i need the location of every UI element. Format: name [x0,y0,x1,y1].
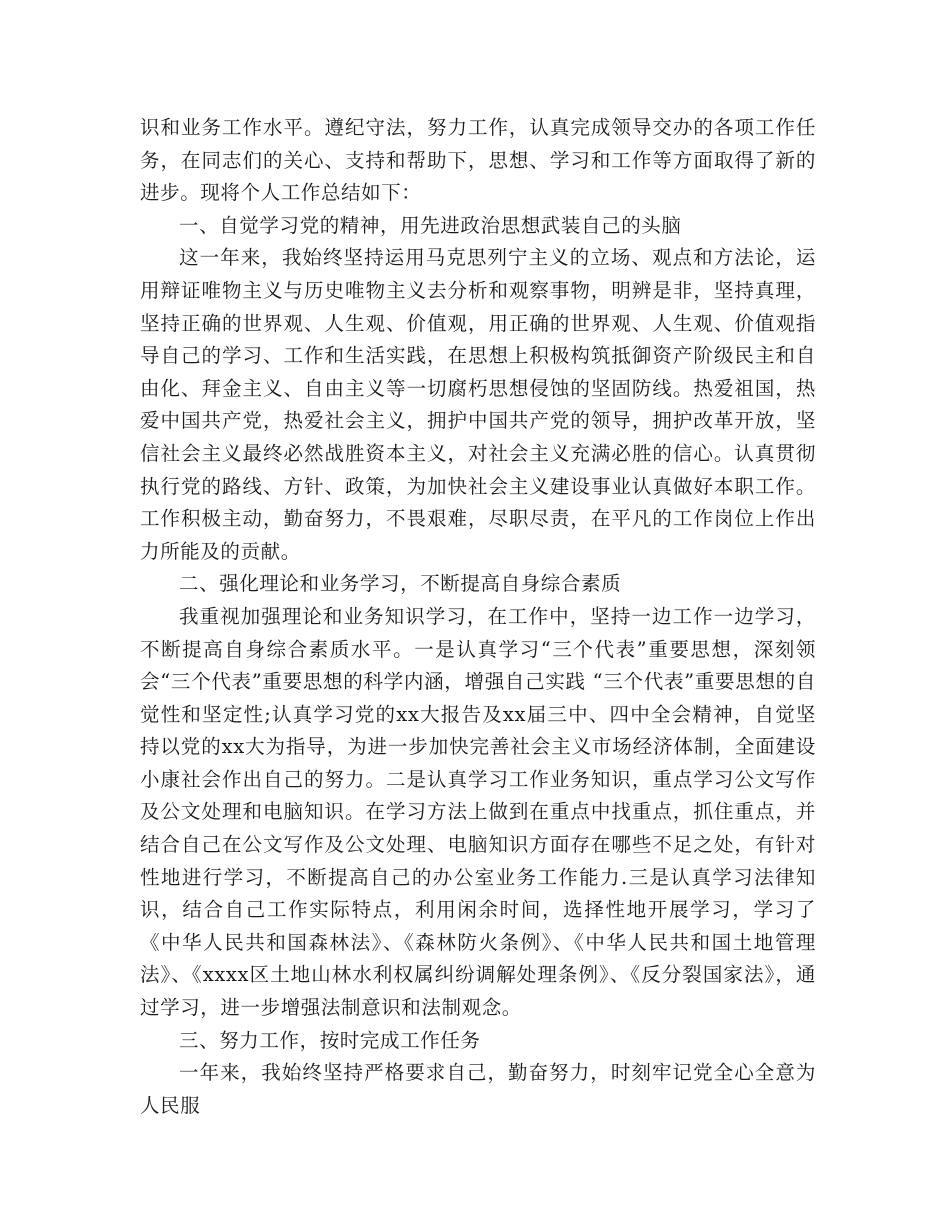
paragraph-continued: 识和业务工作水平。遵纪守法，努力工作，认真完成领导交办的各项工作任务，在同志们的关心、支持和帮助下，思想、学习和工作等方面取得了新的进步。现将个人工作总结如下： [140,116,816,205]
paragraph-section-3: 一年来，我始终坚持严格要求自己，勤奋努力，时刻牢记党全心全意为人民服 [140,1061,816,1117]
paragraph-section-1: 这一年来，我始终坚持运用马克思列宁主义的立场、观点和方法论，运用辩证唯物主义与历史唯物主义去分析和观察事物，明辨是非，坚持真理，坚持正确的世界观、人生观、价值观，用正确的世界观、人生观、价值观指导自己的学习、工作和生活实践，在思想上积极构筑抵御资产阶级民主和自由化、拜金主义、自由主义等一切腐朽思想侵蚀的坚固防线。热爱祖国，热爱中国共产党，热爱社会主义，拥护中国共产党的领导，拥护改革开放，坚信社会主义最终必然战胜资本主义，对社会主义充满必胜的信心。认真贯彻执行党的路线、方针、政策，为加快社会主义建设事业认真做好本职工作。工作积极主动，勤奋努力，不畏艰难，尽职尽责，在平凡的工作岗位上作出力所能及的贡献。 [140,246,816,563]
document-body [140,112,816,1122]
section-heading-2: 二、强化理论和业务学习，不断提高自身综合素质 [179,572,622,596]
paragraph-section-2: 我重视加强理论和业务知识学习，在工作中，坚持一边工作一边学习，不断提高自身综合素质水平。一是认真学习“三个代表”重要思想，深刻领会“三个代表”重要思想的科学内涵，增强自己实践 “三个代表”重要思想的自觉性和坚定性;认真学习党的xx大报告及xx届三中、四中全会精神，自觉坚持以党的xx大为指导，为进一步加快完善社会主义市场经济体制，全面建设小康社会作出自己的努力。二是认真学习工作业务知识，重点学习公文写作及公文处理和电脑知识。在学习方法上做到在重点中找重点，抓住重点，并结合自己在公文写作及公文处理、电脑知识方面存在哪些不足之处，有针对性地进行学习，不断提高自己的办公室业务工作能力.三是认真学习法律知识，结合自己工作实际特点，利用闲余时间，选择性地开展学习，学习了《中华人民共和国森林法》、《森林防火条例》、《中华人民共和国土地管理法》、《xxxx区土地山林水利权属纠纷调解处理条例》、《反分裂国家法》，通过学习，进一步增强法制意识和法制观念。 [140,604,816,1020]
section-heading-1: 一、自觉学习党的精神，用先进政治思想武装自己的头脑 [179,213,682,237]
section-heading-3: 三、努力工作，按时完成工作任务 [179,1028,481,1052]
